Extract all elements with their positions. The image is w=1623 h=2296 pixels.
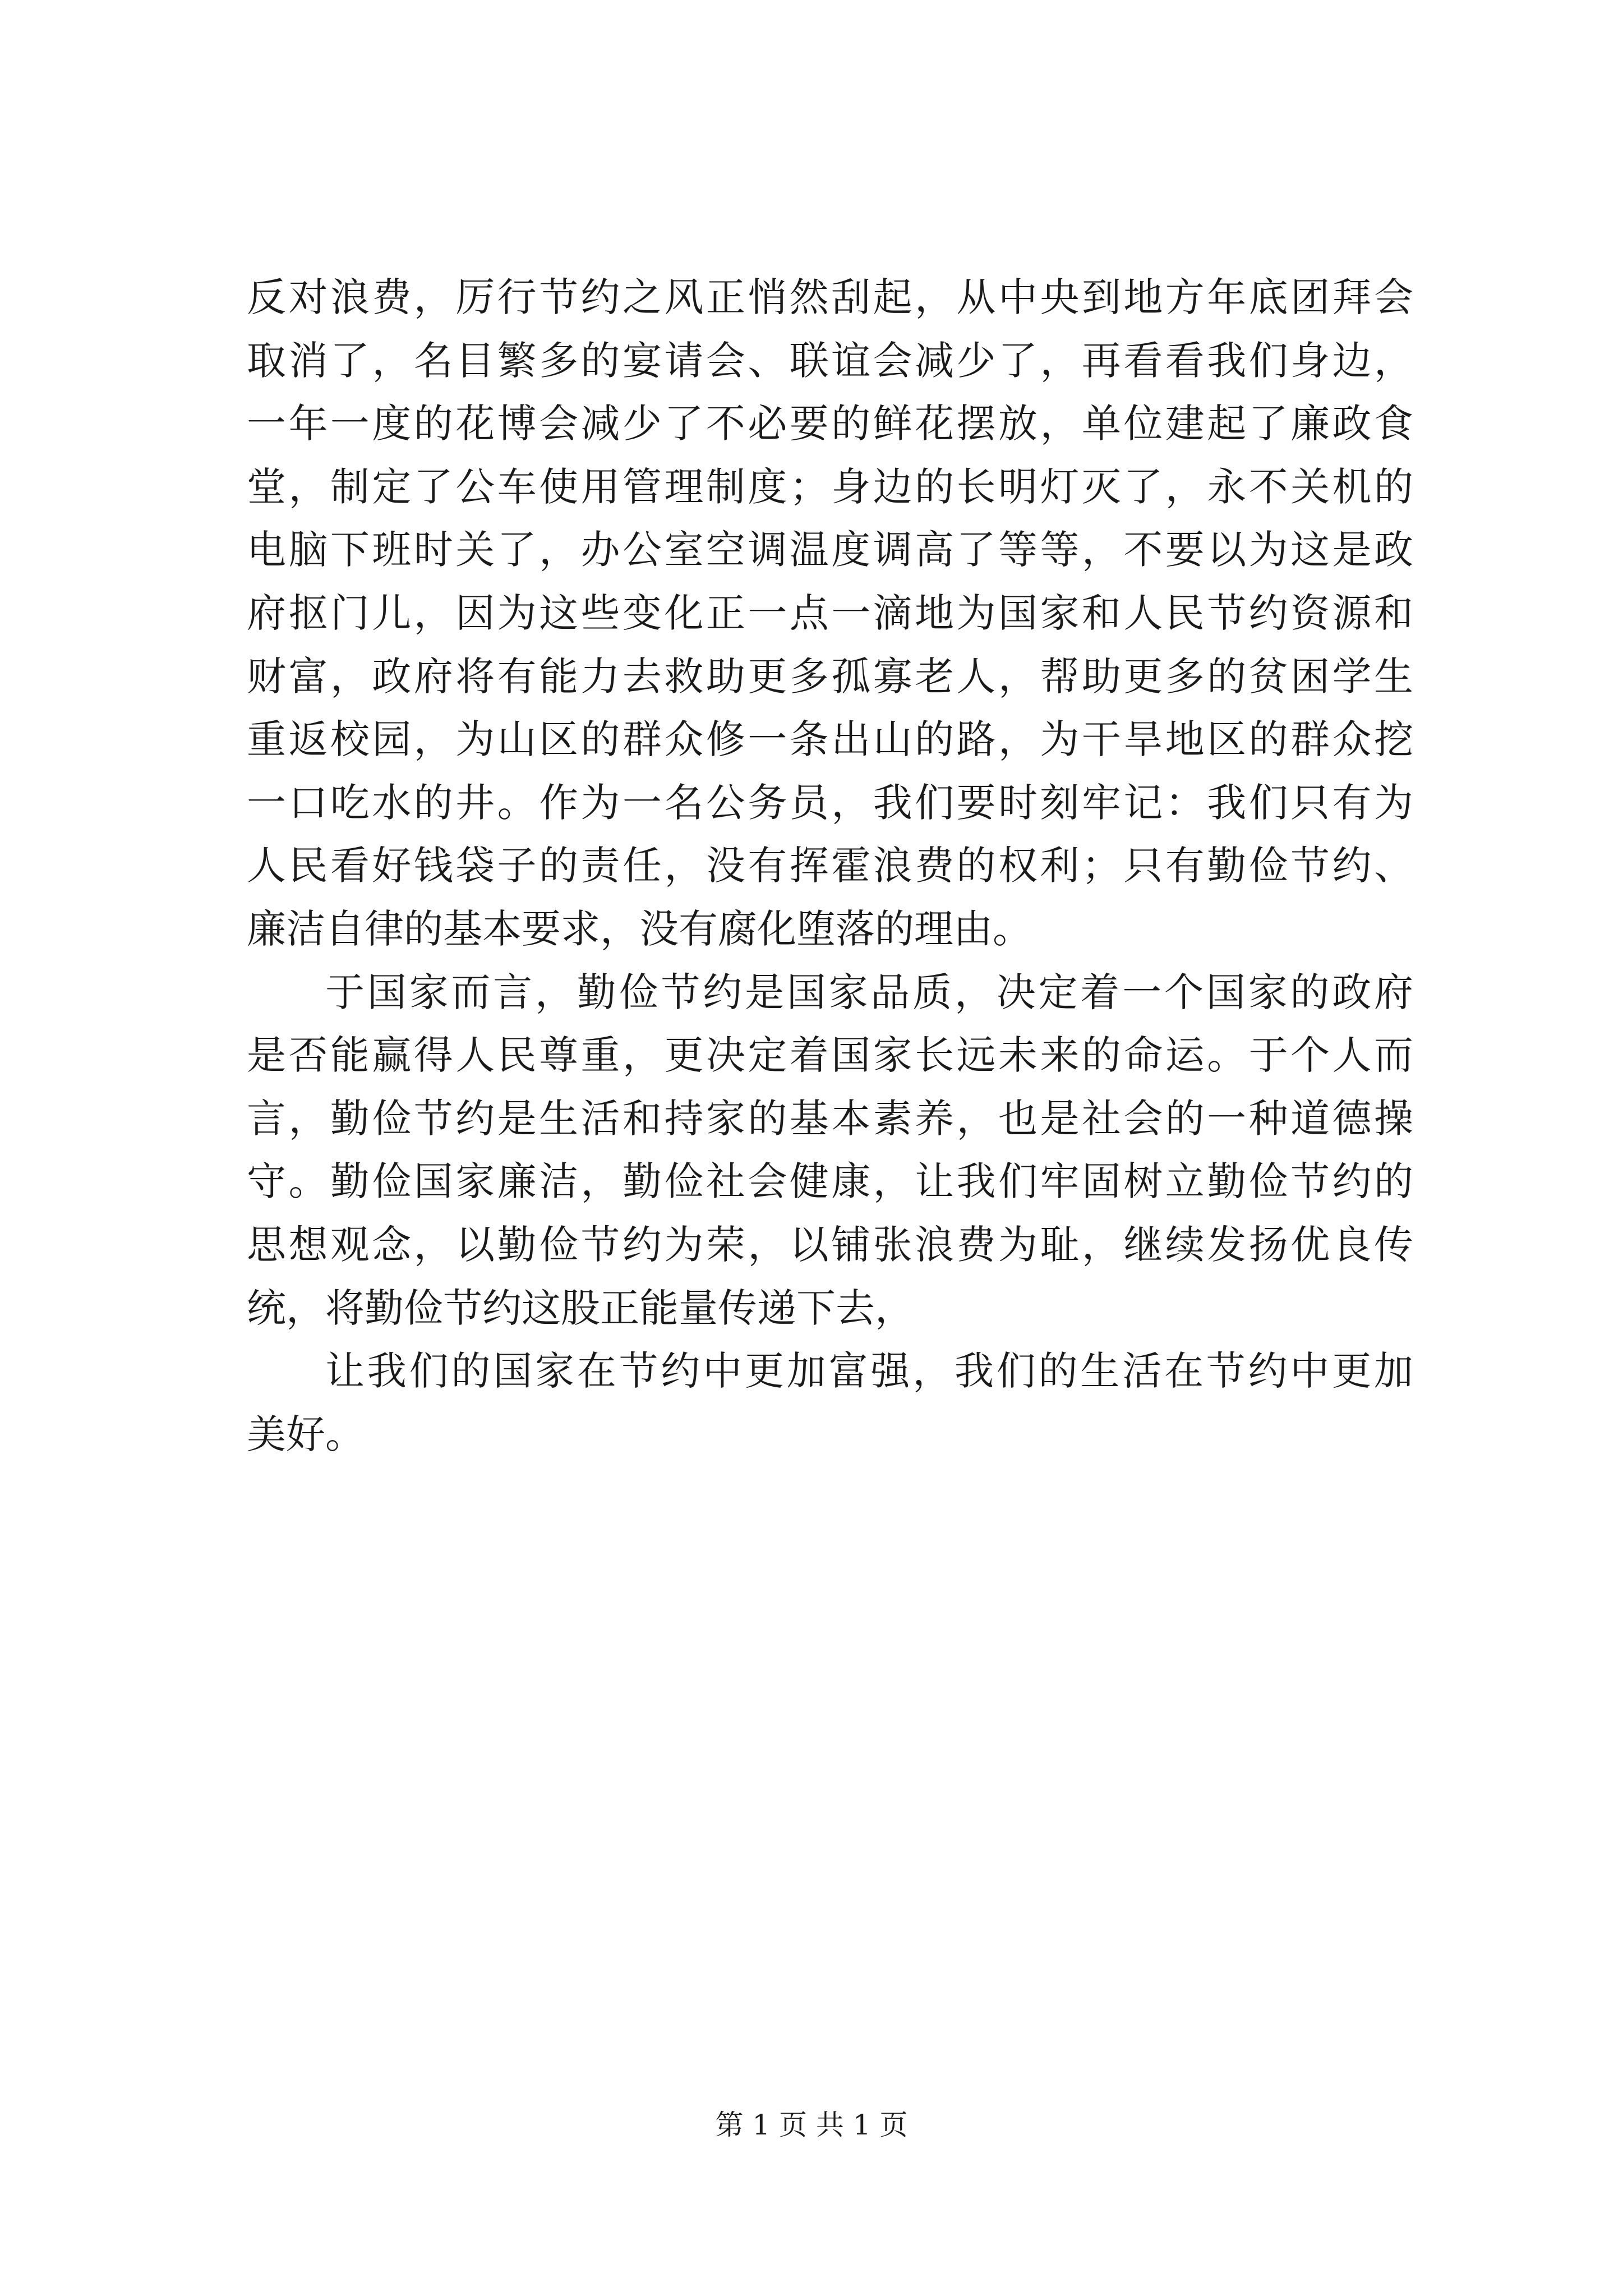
paragraph-1-line-8: 重返校园，为山区的群众修一条出山的路，为干旱地区的群众挖: [247, 716, 1413, 763]
paragraph-1-line-2: 取消了，名目繁多的宴请会、联谊会减少了，再看看我们身边，: [247, 337, 1413, 384]
paragraph-2-line-2: 是否能赢得人民尊重，更决定着国家长远未来的命运。于个人而: [247, 1032, 1413, 1079]
paragraph-2-line-6: 统，将勤俭节约这股正能量传递下去，: [247, 1285, 914, 1331]
paragraph-1-line-10: 人民看好钱袋子的责任，没有挥霍浪费的权利；只有勤俭节约、: [247, 843, 1413, 889]
page-footer: [0, 2108, 1623, 2142]
paragraph-3-line-1: 让我们的国家在节约中更加富强，我们的生活在节约中更加: [325, 1348, 1413, 1395]
paragraph-1-line-4: 堂，制定了公车使用管理制度；身边的长明灯灭了，永不关机的: [247, 463, 1413, 510]
page-number-label: 第 1 页 共 1 页: [715, 2109, 908, 2141]
paragraph-1-line-1: 反对浪费，厉行节约之风正悄然刮起，从中央到地方年底团拜会: [247, 274, 1413, 320]
document-body: [247, 266, 1413, 1466]
paragraph-1-line-7: 财富，政府将有能力去救助更多孤寡老人，帮助更多的贫困学生: [247, 653, 1413, 700]
paragraph-1-line-3: 一年一度的花博会减少了不必要的鲜花摆放，单位建起了廉政食: [247, 401, 1413, 447]
paragraph-2-line-1: 于国家而言，勤俭节约是国家品质，决定着一个国家的政府: [325, 969, 1413, 1015]
paragraph-1-line-11: 廉洁自律的基本要求，没有腐化堕落的理由。: [247, 905, 1032, 952]
paragraph-2-line-4: 守。勤俭国家廉洁，勤俭社会健康，让我们牢固树立勤俭节约的: [247, 1158, 1413, 1205]
paragraph-3-line-2: 美好。: [247, 1411, 365, 1457]
paragraph-2-line-3: 言，勤俭节约是生活和持家的基本素养，也是社会的一种道德操: [247, 1095, 1413, 1142]
paragraph-1-line-9: 一口吃水的井。作为一名公务员，我们要时刻牢记：我们只有为: [247, 779, 1413, 826]
paragraph-1-line-5: 电脑下班时关了，办公室空调温度调高了等等，不要以为这是政: [247, 527, 1413, 573]
paragraph-2-line-5: 思想观念，以勤俭节约为荣，以铺张浪费为耻，继续发扬优良传: [247, 1221, 1413, 1268]
paragraph-1-line-6: 府抠门儿，因为这些变化正一点一滴地为国家和人民节约资源和: [247, 590, 1413, 636]
